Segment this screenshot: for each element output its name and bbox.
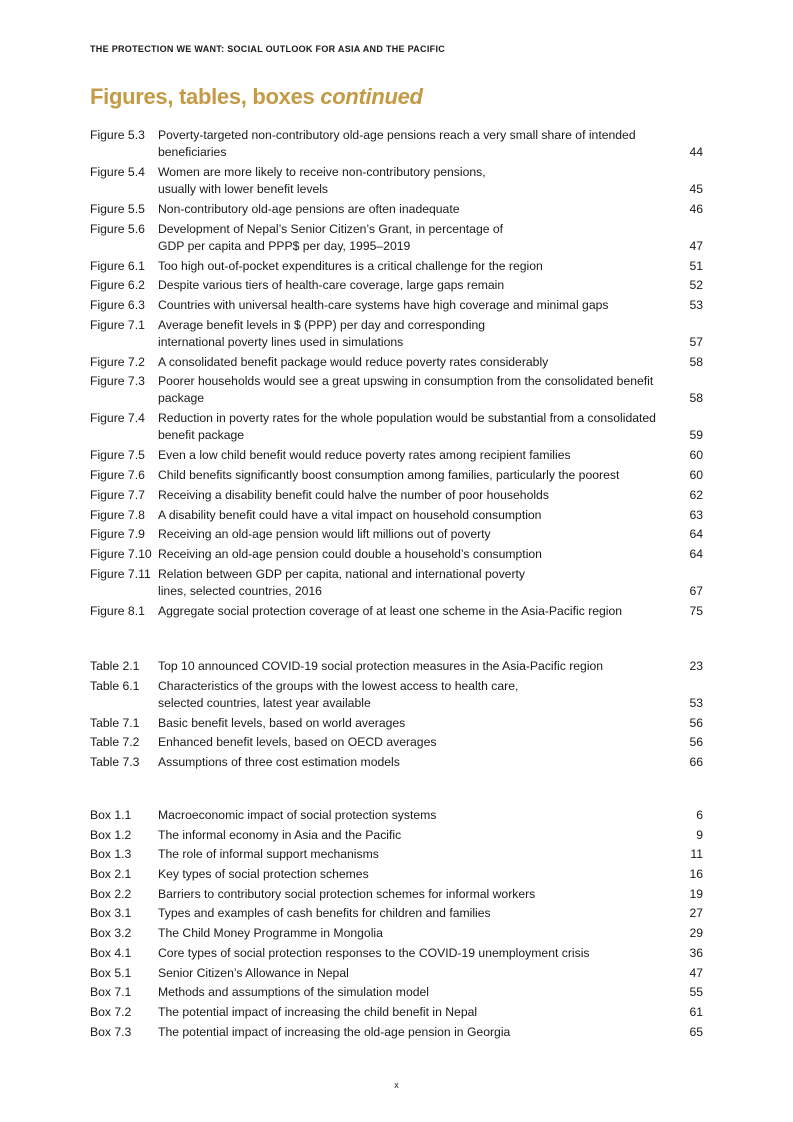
list-item[interactable] <box>90 373 703 407</box>
list-item[interactable] <box>90 164 703 198</box>
entry-title-line: Reduction in poverty rates for the whole population would be substantial from a consolidated <box>158 411 656 426</box>
entry-title <box>158 886 663 903</box>
entry-page-number: 47 <box>689 238 703 253</box>
entry-title <box>158 164 663 198</box>
entry-title-line: usually with lower benefit levels <box>158 182 329 196</box>
entry-title-line: Development of Nepal’s Senior Citizen’s Grant, in percentage of <box>158 221 504 236</box>
entry-page-number: 16 <box>689 867 703 882</box>
entry-title-line: Barriers to contributory social protection schemes for informal workers <box>158 886 536 901</box>
entry-title-line: The Child Money Programme in Mongolia <box>158 926 383 941</box>
entry-title <box>158 827 663 844</box>
entry-label: Box 3.2 <box>90 926 132 941</box>
list-item[interactable] <box>90 905 703 922</box>
entry-title-line: Too high out-of-pocket expenditures is a critical challenge for the region <box>158 258 543 273</box>
entry-title <box>158 603 663 620</box>
entry-page-number: 56 <box>689 715 703 730</box>
entry-title-line: Receiving a disability benefit could halve the number of poor households <box>158 487 549 502</box>
entry-title-line: Average benefit levels in $ (PPP) per day and corresponding <box>158 317 486 332</box>
entry-label: Box 5.1 <box>90 965 132 980</box>
entry-label: Box 4.1 <box>90 945 132 960</box>
entry-title <box>158 1024 663 1041</box>
entry-title <box>158 965 663 982</box>
entry-page-number: 44 <box>689 145 703 159</box>
entry-title <box>158 807 663 824</box>
entry-title-line: Top 10 announced COVID-19 social protection measures in the Asia-Pacific region <box>158 659 604 673</box>
entry-title-line: Child benefits significantly boost consumption among families, particularly the poorest <box>158 468 620 483</box>
list-item[interactable] <box>90 807 703 824</box>
page-title-continued: continued <box>320 84 423 109</box>
entry-title <box>158 297 663 314</box>
list-item[interactable] <box>90 715 703 732</box>
entry-title <box>158 507 663 524</box>
entry-title-line: The potential impact of increasing the child benefit in Nepal <box>158 1004 478 1019</box>
entry-title-line: beneficiaries <box>158 145 227 159</box>
entry-page-number: 9 <box>696 827 703 842</box>
entry-title-line: international poverty lines used in simulations <box>158 334 404 349</box>
entry-title-line: selected countries, latest year available <box>158 695 371 710</box>
entry-page-number: 59 <box>689 428 703 443</box>
entry-title-line: Key types of social protection schemes <box>158 867 369 882</box>
entry-label: Box 1.3 <box>90 847 132 862</box>
entry-title-line: A consolidated benefit package would reduce poverty rates considerably <box>158 354 549 369</box>
entry-title <box>158 201 663 218</box>
entry-page-number: 66 <box>689 755 703 770</box>
list-item[interactable] <box>90 734 703 751</box>
entry-page-number: 75 <box>689 603 703 618</box>
entry-page-number: 60 <box>689 448 703 463</box>
list-item[interactable] <box>90 127 703 161</box>
entry-page-number: 19 <box>689 886 703 901</box>
entry-label: Box 2.1 <box>90 867 132 882</box>
tables-list <box>90 658 703 774</box>
entry-title-line: lines, selected countries, 2016 <box>158 583 322 598</box>
list-item[interactable] <box>90 507 703 524</box>
list-item[interactable] <box>90 317 703 351</box>
entry-title-line: Macroeconomic impact of social protection systems <box>158 808 437 822</box>
entry-title-line: package <box>158 391 205 406</box>
entry-label: Table 7.3 <box>90 755 140 770</box>
entry-title <box>158 846 663 863</box>
page-number: x <box>394 1080 399 1090</box>
entry-label: Table 7.2 <box>90 735 140 750</box>
entry-page-number: 23 <box>689 659 703 673</box>
entry-page-number: 53 <box>689 298 703 313</box>
entry-label: Box 1.1 <box>90 808 132 822</box>
list-item[interactable] <box>90 965 703 982</box>
entry-title-line: The potential impact of increasing the old-age pension in Georgia <box>158 1024 511 1039</box>
list-item[interactable] <box>90 678 703 712</box>
entry-label: Figure 6.3 <box>90 298 145 313</box>
entry-title-line: Women are more likely to receive non-contributory pensions, <box>158 165 486 179</box>
entry-title <box>158 221 663 255</box>
list-item[interactable] <box>90 258 703 275</box>
list-item[interactable] <box>90 487 703 504</box>
list-item[interactable] <box>90 1024 703 1041</box>
entry-label: Figure 5.5 <box>90 202 145 216</box>
entry-label: Figure 6.2 <box>90 278 145 293</box>
entry-page-number: 52 <box>689 278 703 293</box>
entry-title <box>158 487 663 504</box>
list-item[interactable] <box>90 866 703 883</box>
figures-list <box>90 127 703 622</box>
entry-title <box>158 277 663 294</box>
entry-title-line: Characteristics of the groups with the lowest access to health care, <box>158 678 519 693</box>
list-item[interactable] <box>90 221 703 255</box>
entry-label: Figure 6.1 <box>90 258 145 273</box>
entry-page-number: 64 <box>689 527 703 542</box>
list-item[interactable] <box>90 945 703 962</box>
entry-title-line: Types and examples of cash benefits for children and families <box>158 906 491 921</box>
entry-label: Box 3.1 <box>90 906 132 921</box>
entry-title-line: Aggregate social protection coverage of at least one scheme in the Asia-Pacific region <box>158 603 623 618</box>
entry-page-number: 57 <box>689 334 703 349</box>
entry-page-number: 27 <box>689 906 703 921</box>
entry-title <box>158 447 663 464</box>
entry-page-number: 63 <box>689 507 703 522</box>
list-item[interactable] <box>90 827 703 844</box>
list-item[interactable] <box>90 297 703 314</box>
entry-label: Box 1.2 <box>90 827 132 842</box>
entry-page-number: 67 <box>689 583 703 598</box>
entry-page-number: 6 <box>696 808 703 822</box>
list-item[interactable] <box>90 354 703 371</box>
entry-title-line: GDP per capita and PPP$ per day, 1995–2019 <box>158 238 411 253</box>
page-title-main: Figures, tables, boxes <box>90 84 315 109</box>
entry-label: Figure 5.4 <box>90 165 145 179</box>
entry-title-line: Receiving an old-age pension would lift millions out of poverty <box>158 527 491 542</box>
entry-title-line: Even a low child benefit would reduce poverty rates among recipient families <box>158 448 571 463</box>
entry-title-line: Methods and assumptions of the simulation model <box>158 985 429 1000</box>
list-item[interactable] <box>90 410 703 444</box>
entry-title-line: Assumptions of three cost estimation models <box>158 755 400 770</box>
entry-title <box>158 373 663 407</box>
entry-title <box>158 945 663 962</box>
entry-page-number: 64 <box>689 546 703 561</box>
entry-title-line: Poverty-targeted non-contributory old-age pensions reach a very small share of intended <box>158 128 636 142</box>
entry-label: Figure 7.10 <box>90 546 152 561</box>
entry-title <box>158 546 663 563</box>
entry-page-number: 47 <box>689 965 703 980</box>
entry-label: Figure 8.1 <box>90 603 145 618</box>
entry-title-line: Basic benefit levels, based on world averages <box>158 715 406 730</box>
page-title <box>90 84 423 110</box>
entry-label: Figure 7.1 <box>90 317 145 332</box>
list-item[interactable] <box>90 467 703 484</box>
entry-page-number: 55 <box>689 985 703 1000</box>
entry-label: Figure 7.8 <box>90 507 145 522</box>
entry-title-line: Enhanced benefit levels, based on OECD averages <box>158 735 437 750</box>
list-item[interactable] <box>90 984 703 1001</box>
entry-title <box>158 905 663 922</box>
entry-title <box>158 467 663 484</box>
entry-label: Figure 7.3 <box>90 374 145 389</box>
entry-label: Box 7.1 <box>90 985 132 1000</box>
boxes-list <box>90 807 703 1043</box>
entry-title-line: Despite various tiers of health-care coverage, large gaps remain <box>158 278 505 293</box>
entry-label: Figure 7.11 <box>90 566 151 581</box>
entry-title <box>158 526 663 543</box>
entry-title <box>158 925 663 942</box>
entry-title-line: Senior Citizen’s Allowance in Nepal <box>158 965 349 980</box>
list-item[interactable] <box>90 447 703 464</box>
entry-label: Figure 7.5 <box>90 448 145 463</box>
entry-title <box>158 754 663 771</box>
entry-page-number: 58 <box>689 354 703 369</box>
entry-label: Figure 7.2 <box>90 354 145 369</box>
entry-page-number: 62 <box>689 487 703 502</box>
list-item[interactable] <box>90 886 703 903</box>
entry-page-number: 60 <box>689 468 703 483</box>
entry-title-line: Core types of social protection responses to the COVID-19 unemployment crisis <box>158 945 590 960</box>
entry-label: Box 7.3 <box>90 1024 132 1039</box>
entry-label: Figure 7.4 <box>90 411 145 426</box>
list-item[interactable] <box>90 603 703 620</box>
entry-page-number: 58 <box>689 391 703 406</box>
entry-page-number: 29 <box>689 926 703 941</box>
list-item[interactable] <box>90 846 703 863</box>
entry-label: Table 2.1 <box>90 659 140 673</box>
list-item[interactable] <box>90 754 703 771</box>
entry-title <box>158 678 663 712</box>
entry-label: Table 7.1 <box>90 715 140 730</box>
entry-page-number: 65 <box>689 1024 703 1039</box>
entry-label: Box 7.2 <box>90 1004 132 1019</box>
entry-title <box>158 866 663 883</box>
entry-label: Figure 7.7 <box>90 487 145 502</box>
list-item[interactable] <box>90 566 703 600</box>
list-item[interactable] <box>90 201 703 218</box>
entry-page-number: 61 <box>689 1004 703 1019</box>
entry-title-line: benefit package <box>158 428 245 443</box>
entry-title <box>158 127 663 161</box>
list-item[interactable] <box>90 526 703 543</box>
list-item[interactable] <box>90 658 703 675</box>
list-item[interactable] <box>90 546 703 563</box>
entry-title-line: Countries with universal health-care systems have high coverage and minimal gaps <box>158 298 609 313</box>
entry-title <box>158 410 663 444</box>
entry-label: Figure 7.9 <box>90 527 145 542</box>
entry-title-line: A disability benefit could have a vital impact on household consumption <box>158 507 542 522</box>
entry-page-number: 53 <box>689 695 703 710</box>
entry-title-line: The informal economy in Asia and the Pacific <box>158 827 402 842</box>
list-item[interactable] <box>90 925 703 942</box>
entry-page-number: 51 <box>689 258 703 273</box>
entry-title-line: Non-contributory old-age pensions are often inadequate <box>158 202 460 216</box>
entry-title <box>158 658 663 675</box>
entry-label: Figure 7.6 <box>90 468 145 483</box>
entry-title <box>158 734 663 751</box>
entry-title <box>158 317 663 351</box>
entry-title-line: Receiving an old-age pension could double a household’s consumption <box>158 546 542 561</box>
entry-label: Figure 5.6 <box>90 221 145 236</box>
running-head: THE PROTECTION WE WANT: SOCIAL OUTLOOK FOR ASIA AND THE PACIFIC <box>90 44 446 54</box>
entry-page-number: 46 <box>689 202 703 216</box>
entry-title <box>158 566 663 600</box>
entry-title-line: Poorer households would see a great upswing in consumption from the consolidated benefit <box>158 374 654 389</box>
entry-title <box>158 258 663 275</box>
entry-page-number: 11 <box>690 847 703 862</box>
entry-title <box>158 354 663 371</box>
entry-page-number: 36 <box>689 945 703 960</box>
entry-label: Figure 5.3 <box>90 128 145 142</box>
entry-page-number: 56 <box>689 735 703 750</box>
entry-title-line: The role of informal support mechanisms <box>158 847 379 862</box>
entry-title <box>158 715 663 732</box>
list-item[interactable] <box>90 1004 703 1021</box>
entry-page-number: 45 <box>689 182 703 196</box>
list-item[interactable] <box>90 277 703 294</box>
entry-label: Table 6.1 <box>90 678 140 693</box>
entry-label: Box 2.2 <box>90 886 132 901</box>
entry-title <box>158 984 663 1001</box>
entry-title <box>158 1004 663 1021</box>
entry-title-line: Relation between GDP per capita, national and international poverty <box>158 566 525 581</box>
